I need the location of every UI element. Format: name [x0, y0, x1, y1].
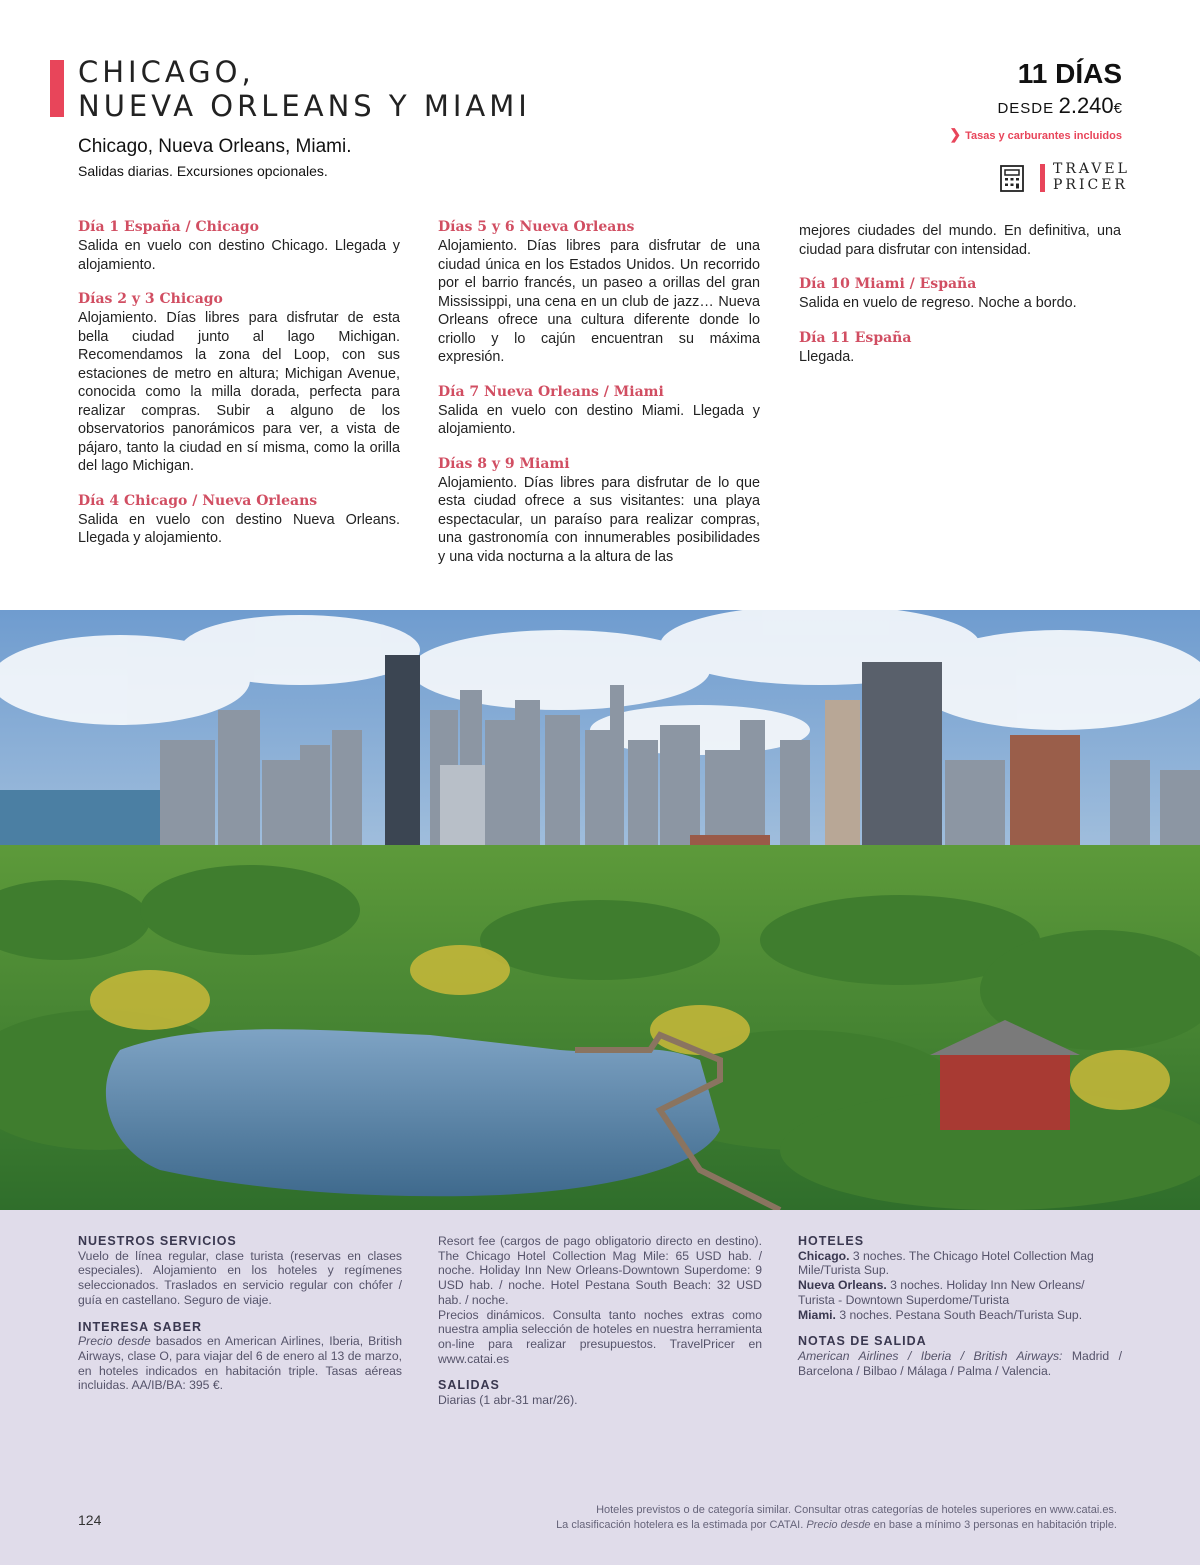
section-text: Diarias (1 abr-31 mar/26).	[438, 1393, 578, 1408]
itinerary-column-1	[78, 218, 400, 564]
page-title	[78, 55, 531, 123]
footer-line-2-end: en base a mínimo 3 personas en habitación triple.	[870, 1518, 1117, 1531]
title-line-2: NUEVA ORLEANS Y MIAMI	[78, 89, 531, 123]
section-heading: SALIDAS	[438, 1378, 500, 1393]
footer-note	[556, 1503, 1117, 1532]
day-text: Salida en vuelo de regreso. Noche a bordo.	[799, 295, 1077, 311]
itinerary-column-2	[438, 218, 760, 582]
day-heading: Días 5 y 6 Nueva Orleans	[438, 219, 635, 235]
hotel-city: Nueva Orleans.	[798, 1278, 887, 1293]
hotel-city: Chicago.	[798, 1248, 850, 1263]
day-text: Alojamiento. Días libres para disfrutar de esta bella ciudad junto al lago Michigan. Recomendamos la zona del Loop, con sus estaciones de metro en altura; Michigan Avenue, conocida como la milla dorada, perfecta para realizar compras. Subir a alguno de los observatorios panorámicos para ver, a vista de pájaro, tanto la ciudad en sí misma, como la orilla del lago Michigan.	[78, 310, 400, 474]
page-number: 124	[78, 1512, 102, 1528]
italic-text: American Airlines / Iberia / British Airways:	[798, 1348, 1063, 1363]
calculator-icon	[1000, 165, 1024, 192]
info-column-3	[798, 1234, 1122, 1390]
title-line-1: CHICAGO,	[78, 55, 255, 89]
day-heading: Días 2 y 3 Chicago	[78, 291, 223, 307]
day-text: Salida en vuelo con destino Miami. Llegada y alojamiento.	[438, 402, 760, 437]
section-heading: NOTAS DE SALIDA	[798, 1334, 927, 1349]
italic-text: Precio desde	[806, 1518, 871, 1531]
section-text-body: Madrid / Barcelona / Bilbao / Málaga / Palma / Valencia.	[798, 1348, 1122, 1378]
price-amount: 2.240	[1058, 93, 1114, 118]
title-accent-bar	[50, 60, 64, 117]
section-text	[798, 1349, 1122, 1378]
footer-line-1: Hoteles previstos o de categoría similar. Consultar otras categorías de hoteles superiores en www.catai.es.	[596, 1504, 1117, 1516]
hotel-item	[798, 1278, 1122, 1307]
day-heading: Día 11 España	[799, 329, 912, 346]
price-block	[997, 93, 1122, 119]
section-heading: HOTELES	[798, 1234, 865, 1248]
day-heading: Día 4 Chicago / Nueva Orleans	[78, 492, 318, 509]
hotel-city: Miami.	[798, 1307, 836, 1322]
section-heading: INTERESA SABER	[78, 1319, 202, 1334]
day-heading: Día 7 Nueva Orleans / Miami	[438, 383, 664, 400]
section-text-body: basados en American Airlines, Iberia, British Airways, clase O, para viajar del 6 de enero al 13 de marzo, en hoteles indicados en habitación triple. Tasas aéreas incluidas. AA/IB/BA: 395 €.	[78, 1334, 402, 1393]
hotel-text: 3 noches. Pestana South Beach/Turista Sup.	[835, 1307, 1083, 1322]
itinerary-column-3	[799, 222, 1121, 382]
day-heading: Días 8 y 9 Miami	[438, 455, 570, 472]
departures-subline: Salidas diarias. Excursiones opcionales.	[78, 163, 328, 179]
route-subtitle: Chicago, Nueva Orleans, Miami.	[78, 136, 352, 157]
hotel-item	[798, 1249, 1122, 1278]
info-column-1	[78, 1234, 402, 1405]
section-text	[78, 1334, 402, 1393]
travel-pricer-line-1: TRAVEL	[1053, 161, 1130, 177]
price-desde-label: DESDE	[997, 100, 1055, 117]
hotel-text: 3 noches. Holiday Inn New Orleans/ Turista - Downtown Superdome/Turista	[798, 1278, 1085, 1307]
travel-pricer-line-2: PRICER	[1053, 177, 1128, 193]
section-text: Vuelo de línea regular, clase turista (reservas en clases especiales). Alojamiento en los hoteles y regímenes seleccionados. Traslados en servicio regular con chófer / guía en castellano. Seguro de viaje.	[78, 1248, 402, 1307]
info-column-2	[438, 1234, 762, 1420]
chevron-right-icon: ❯	[949, 126, 962, 142]
day-text-continued: mejores ciudades del mundo. En definitiva, una ciudad para disfrutar con intensidad.	[799, 223, 1121, 258]
price-currency: €	[1113, 100, 1122, 117]
footer-line-2	[556, 1518, 1117, 1533]
travel-pricer-accent	[1040, 164, 1045, 192]
taxes-note	[949, 126, 1122, 143]
dynamic-prices-text: Precios dinámicos. Consulta tanto noches extras como nuestra amplia selección de hoteles en nuestra herramienta on-line para realizar presupuestos. TravelPricer en www.catai.es	[438, 1307, 762, 1366]
day-text: Alojamiento. Días libres para disfrutar de lo que esta ciudad ofrece a sus visitantes: una playa espectacular, un paraíso para realizar compras, una gastronomía con innumerables posibilidades y una vida nocturna a la altura de las	[438, 474, 760, 565]
day-text: Salida en vuelo con destino Nueva Orleans. Llegada y alojamiento.	[78, 511, 400, 546]
trip-duration: 11 DÍAS	[1017, 58, 1122, 89]
hotel-text: 3 noches. The Chicago Hotel Collection Mag Mile/Turista Sup.	[798, 1248, 1094, 1278]
day-text: Salida en vuelo con destino Chicago. Llegada y alojamiento.	[78, 238, 400, 273]
day-heading: Día 10 Miami / España	[799, 276, 977, 292]
chicago-skyline-photo	[0, 610, 1200, 1210]
day-text: Llegada.	[799, 348, 855, 365]
taxes-note-text: Tasas y carburantes incluidos	[965, 130, 1122, 142]
day-heading: Día 1 España / Chicago	[78, 219, 259, 235]
hotel-item	[798, 1308, 1122, 1323]
resort-fee-text: Resort fee (cargos de pago obligatorio directo en destino). The Chicago Hotel Collection Mag Mile: 65 USD hab. / noche. Holiday Inn New Orleans-Downtown Superdome: 9 USD hab. / noche. Hotel Pestana South Beach: 32 USD hab. / noche.	[438, 1234, 762, 1307]
section-heading: NUESTROS SERVICIOS	[78, 1234, 237, 1248]
italic-text: Precio desde	[78, 1334, 151, 1349]
footer-line-2-text: La clasificación hotelera es la estimada por CATAI.	[556, 1518, 807, 1531]
travel-pricer-logo	[1053, 161, 1130, 193]
day-text: Alojamiento. Días libres para disfrutar de una ciudad única en los Estados Unidos. Un recorrido por el barrio francés, un paseo a orillas del gran Mississippi, una cena en un club de jazz… Nueva Orleans ofrece una cultura diferente donde lo criollo y lo cajún encuentran su máxima expresión.	[438, 238, 760, 365]
